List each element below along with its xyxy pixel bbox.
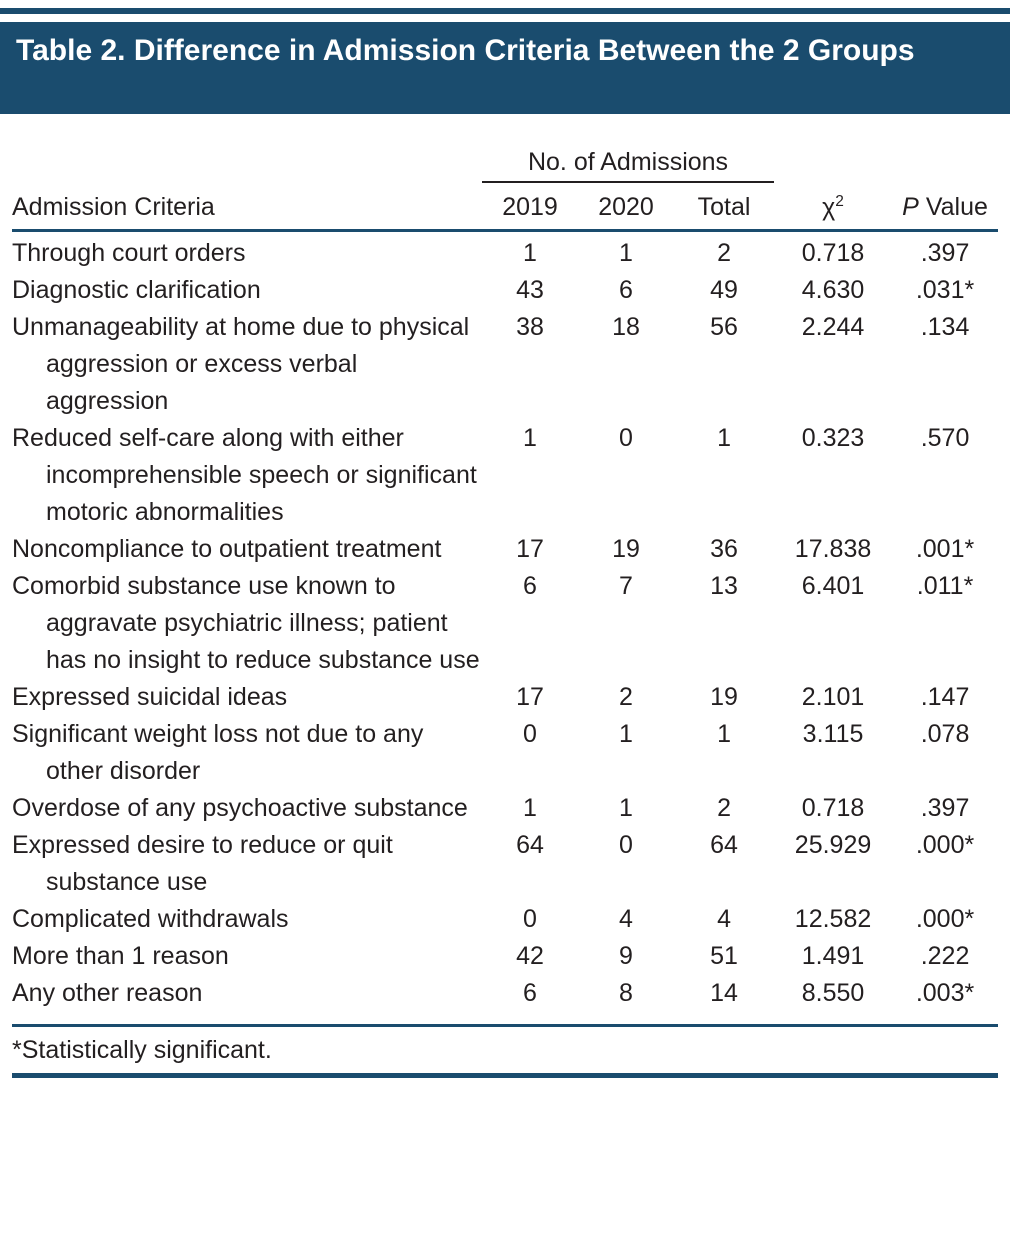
cell-p-value: .031*	[915, 276, 975, 305]
p-value-value: Value	[925, 193, 988, 222]
cell-p-value: .397	[920, 239, 970, 268]
cell-total: 14	[710, 979, 738, 1008]
chi-symbol: χ	[822, 193, 836, 222]
cell-admission-criteria: Reduced self-care along with either incomprehensible speech or significant motoric abnormalities	[12, 424, 477, 527]
admission-criteria-table	[12, 148, 998, 1012]
cell-2020: 19	[612, 535, 640, 564]
cell-chi-square: 0.718	[801, 794, 865, 823]
cell-2019: 6	[523, 979, 537, 1008]
cell-total: 4	[717, 905, 731, 934]
cell-chi-square: 0.323	[801, 424, 865, 453]
cell-p-value: .000*	[915, 831, 975, 860]
cell-total: 13	[710, 572, 738, 601]
p-value-p: P	[902, 193, 919, 222]
cell-chi-square: 1.491	[801, 942, 865, 971]
cell-2020: 2	[619, 683, 633, 712]
table-row	[12, 272, 998, 309]
cell-2019: 64	[516, 831, 544, 860]
column-header-2020: 2020	[578, 182, 674, 231]
table-area	[12, 148, 998, 1078]
cell-2019: 1	[523, 794, 537, 823]
cell-2020: 8	[619, 979, 633, 1008]
cell-2019: 0	[523, 720, 537, 749]
cell-total: 2	[717, 239, 731, 268]
cell-admission-criteria: Overdose of any psychoactive substance	[12, 794, 468, 823]
cell-chi-square: 4.630	[801, 276, 865, 305]
cell-total: 1	[717, 720, 731, 749]
column-header-p-value	[892, 182, 998, 231]
cell-chi-square: 12.582	[794, 905, 872, 934]
bottom-rule	[12, 1073, 998, 1078]
cell-total: 56	[710, 313, 738, 342]
cell-admission-criteria: Significant weight loss not due to any other disorder	[12, 720, 424, 786]
cell-2020: 4	[619, 905, 633, 934]
cell-total: 36	[710, 535, 738, 564]
cell-p-value: .011*	[916, 572, 974, 601]
cell-2019: 42	[516, 942, 544, 971]
cell-p-value: .147	[920, 683, 970, 712]
cell-2020: 7	[619, 572, 633, 601]
cell-admission-criteria: Any other reason	[12, 979, 203, 1008]
cell-2019: 17	[516, 683, 544, 712]
cell-admission-criteria: Diagnostic clarification	[12, 276, 261, 305]
cell-2019: 17	[516, 535, 544, 564]
cell-admission-criteria: Comorbid substance use known to aggravate psychiatric illness; patient has no insight to reduce substance use	[12, 572, 480, 675]
cell-p-value: .570	[920, 424, 970, 453]
group-header-row	[12, 148, 998, 182]
table-row	[12, 938, 998, 975]
column-header-2019: 2019	[482, 182, 578, 231]
footnote: *Statistically significant.	[12, 1036, 272, 1065]
cell-p-value: .078	[920, 720, 970, 749]
cell-chi-square: 6.401	[801, 572, 865, 601]
cell-total: 19	[710, 683, 738, 712]
column-header-total: Total	[674, 182, 774, 231]
cell-p-value: .000*	[915, 905, 975, 934]
cell-2020: 18	[612, 313, 640, 342]
cell-chi-square: 2.244	[801, 313, 865, 342]
cell-chi-square: 3.115	[802, 720, 864, 749]
cell-chi-square: 0.718	[801, 239, 865, 268]
table-row	[12, 901, 998, 938]
table-row	[12, 716, 998, 790]
table-title-band	[0, 22, 1010, 114]
cell-p-value: .001*	[915, 535, 975, 564]
cell-2020: 6	[619, 276, 633, 305]
cell-2020: 1	[619, 794, 633, 823]
cell-p-value: .222	[920, 942, 970, 971]
cell-total: 2	[717, 794, 731, 823]
column-header-admission-criteria: Admission Criteria	[12, 182, 482, 231]
cell-admission-criteria: Expressed desire to reduce or quit substance use	[12, 831, 393, 897]
table-body	[12, 231, 998, 1013]
cell-2020: 0	[619, 424, 633, 453]
table-row	[12, 790, 998, 827]
group-header-spacer-left	[12, 148, 482, 182]
cell-admission-criteria: Expressed suicidal ideas	[12, 683, 288, 712]
group-header-spacer-right	[774, 148, 998, 182]
cell-2020: 1	[619, 239, 633, 268]
cell-p-value: .003*	[915, 979, 975, 1008]
cell-admission-criteria: Noncompliance to outpatient treatment	[12, 535, 442, 564]
cell-chi-square: 25.929	[794, 831, 872, 860]
table-row	[12, 531, 998, 568]
table-title: Table 2. Difference in Admission Criteria Between the 2 Groups	[16, 34, 915, 67]
table-row	[12, 231, 998, 273]
table-row	[12, 568, 998, 679]
cell-2019: 6	[523, 572, 537, 601]
cell-chi-square: 8.550	[801, 979, 865, 1008]
cell-p-value: .397	[920, 794, 970, 823]
cell-total: 1	[717, 424, 731, 453]
cell-2019: 1	[523, 424, 537, 453]
table-row	[12, 420, 998, 531]
cell-total: 64	[710, 831, 738, 860]
cell-2020: 1	[619, 720, 633, 749]
group-header-no-of-admissions: No. of Admissions	[482, 148, 774, 182]
cell-2020: 0	[619, 831, 633, 860]
cell-2019: 43	[516, 276, 544, 305]
cell-2019: 38	[516, 313, 544, 342]
cell-2019: 1	[523, 239, 537, 268]
table-row	[12, 827, 998, 901]
cell-p-value: .134	[920, 313, 970, 342]
cell-admission-criteria: Through court orders	[12, 239, 246, 268]
cell-total: 49	[710, 276, 738, 305]
cell-2019: 0	[523, 905, 537, 934]
cell-chi-square: 2.101	[801, 683, 865, 712]
column-header-row	[12, 182, 998, 231]
table-row	[12, 309, 998, 420]
cell-admission-criteria: More than 1 reason	[12, 942, 229, 971]
cell-2020: 9	[619, 942, 633, 971]
table-row	[12, 975, 998, 1012]
cell-admission-criteria: Complicated withdrawals	[12, 905, 289, 934]
chi-superscript: 2	[835, 193, 844, 210]
table-row	[12, 679, 998, 716]
cell-admission-criteria: Unmanageability at home due to physical aggression or excess verbal aggression	[12, 313, 470, 416]
top-rule	[0, 8, 1010, 14]
cell-total: 51	[710, 942, 738, 971]
column-header-chi-square	[774, 182, 892, 231]
cell-chi-square: 17.838	[794, 535, 872, 564]
